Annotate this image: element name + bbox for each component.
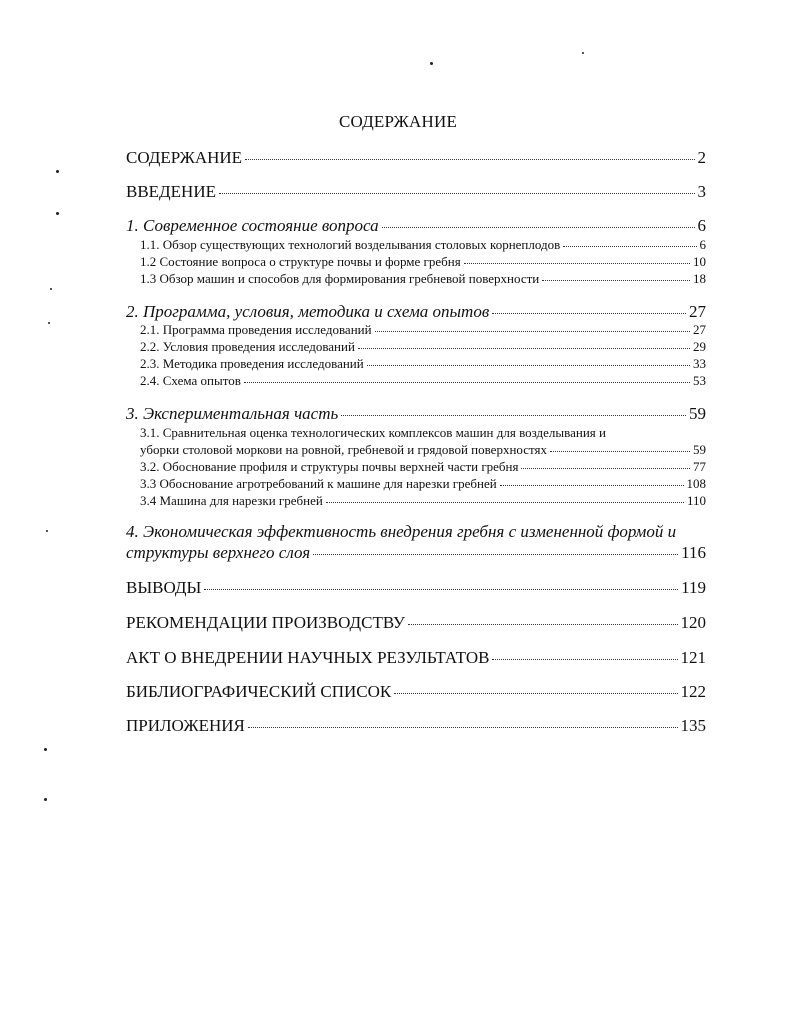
toc-label: 3.2. Обоснование профиля и структуры почвы верхней части гребня — [140, 459, 519, 474]
dot-leader — [313, 554, 678, 555]
dot-leader — [367, 365, 690, 366]
toc-label: 2.4. Схема опытов — [140, 373, 241, 388]
toc-page-number: 119 — [681, 578, 706, 597]
toc-page-number: 18 — [693, 271, 706, 286]
toc-entry-section-2-3[interactable] — [140, 356, 706, 372]
dot-leader — [244, 382, 690, 383]
dot-leader — [219, 193, 695, 194]
page-title: СОДЕРЖАНИЕ — [338, 112, 458, 131]
toc-label: 1.1. Обзор существующих технологий возделывания столовых корнеплодов — [140, 237, 561, 252]
scan-speck — [48, 322, 50, 324]
toc-label: структуры верхнего слоя — [126, 543, 311, 562]
toc-entry-section-3-3[interactable] — [140, 476, 706, 492]
toc-page-number: 135 — [680, 716, 706, 735]
toc-entry-rekomendacii[interactable] — [126, 613, 706, 633]
toc-label: 3.4 Машина для нарезки гребней — [140, 493, 323, 508]
toc-page-number: 6 — [697, 216, 706, 235]
toc-page-number: 120 — [680, 613, 706, 632]
dot-leader — [248, 727, 678, 728]
toc-label: АКТ О ВНЕДРЕНИИ НАУЧНЫХ РЕЗУЛЬТАТОВ — [126, 648, 490, 667]
toc-page-number: 116 — [681, 543, 706, 562]
dot-leader — [394, 693, 677, 694]
toc-label: СОДЕРЖАНИЕ — [126, 148, 243, 167]
toc-label: 2. Программа, условия, методика и схема опытов — [126, 302, 490, 321]
toc-label: ПРИЛОЖЕНИЯ — [126, 716, 245, 735]
toc-label: 1.3 Обзор машин и способов для формирования гребневой поверхности — [140, 271, 540, 286]
toc-page-number: 6 — [699, 237, 706, 252]
dot-leader — [382, 227, 695, 228]
dot-leader — [550, 451, 690, 452]
toc-page-number: 3 — [697, 182, 706, 201]
toc-label: уборки столовой моркови на ровной, гребневой и грядовой поверхностях — [140, 442, 547, 457]
toc-page-number: 59 — [689, 404, 706, 423]
dot-leader — [375, 331, 690, 332]
toc-page-number: 121 — [680, 648, 706, 667]
toc-label: ВВЕДЕНИЕ — [126, 182, 216, 201]
scan-speck — [56, 170, 59, 173]
toc-entry-akt[interactable] — [126, 648, 706, 668]
toc-entry-chapter-4-line1[interactable]: 4. Экономическая эффективность внедрения гребня с измененной формой и — [126, 522, 677, 541]
toc-entry-section-2-2[interactable] — [140, 339, 706, 355]
scan-speck — [50, 288, 52, 290]
toc-label: ВЫВОДЫ — [126, 578, 202, 597]
toc-entry-prilozheniya[interactable] — [126, 716, 706, 736]
toc-label: 2.2. Условия проведения исследований — [140, 339, 355, 354]
toc-entry-chapter-1[interactable] — [126, 216, 706, 236]
toc-entry-chapter-3[interactable] — [126, 404, 706, 424]
toc-entry-section-1-1[interactable] — [140, 237, 706, 253]
toc-label: 3.3 Обоснование агротребований к машине для нарезки гребней — [140, 476, 497, 491]
toc-page-number: 108 — [686, 476, 706, 491]
toc-page-number: 110 — [686, 493, 706, 508]
toc-entry-chapter-2[interactable] — [126, 302, 706, 322]
toc-page-number: 59 — [693, 442, 706, 457]
toc-page-number: 53 — [693, 373, 706, 388]
toc-label: 1.2 Состояние вопроса о структуре почвы и форме гребня — [140, 254, 461, 269]
toc-page-number: 27 — [689, 302, 706, 321]
toc-page-number: 33 — [693, 356, 706, 371]
toc-label: 2.1. Программа проведения исследований — [140, 322, 372, 337]
toc-entry-chapter-4[interactable] — [126, 543, 706, 563]
toc-entry-section-3-1[interactable] — [140, 442, 706, 458]
toc-label: 1. Современное состояние вопроса — [126, 216, 379, 235]
toc-entry-vvedenie[interactable] — [126, 182, 706, 202]
scan-speck — [44, 798, 47, 801]
toc-page-number: 2 — [697, 148, 706, 167]
dot-leader — [492, 313, 686, 314]
toc-page-number: 122 — [680, 682, 706, 701]
toc-entry-section-3-2[interactable] — [140, 459, 706, 475]
dot-leader — [542, 280, 690, 281]
scan-speck — [46, 530, 48, 532]
scan-speck — [56, 212, 59, 215]
toc-label: 2.3. Методика проведения исследований — [140, 356, 364, 371]
scan-speck — [430, 62, 433, 65]
dot-leader — [563, 246, 696, 247]
toc-page-number: 77 — [693, 459, 706, 474]
toc-label: БИБЛИОГРАФИЧЕСКИЙ СПИСОК — [126, 682, 392, 701]
toc-page-number: 29 — [693, 339, 706, 354]
toc-entry-section-2-4[interactable] — [140, 373, 706, 389]
dot-leader — [500, 485, 684, 486]
dot-leader — [341, 415, 686, 416]
toc-entry-section-1-2[interactable] — [140, 254, 706, 270]
dot-leader — [521, 468, 690, 469]
toc-label: 3. Экспериментальная часть — [126, 404, 339, 423]
toc-entry-biblio[interactable] — [126, 682, 706, 702]
dot-leader — [464, 263, 690, 264]
dot-leader — [492, 659, 677, 660]
dot-leader — [408, 624, 678, 625]
toc-page-number: 27 — [693, 322, 706, 337]
toc-page-number: 10 — [693, 254, 706, 269]
toc-entry-section-3-1-line1[interactable]: 3.1. Сравнительная оценка технологических комплексов машин для возделывания и — [140, 425, 606, 440]
dot-leader — [326, 502, 684, 503]
toc-label: РЕКОМЕНДАЦИИ ПРОИЗВОДСТВУ — [126, 613, 405, 632]
toc-entry-section-3-4[interactable] — [140, 493, 706, 509]
toc-entry-section-2-1[interactable] — [140, 322, 706, 338]
toc-entry-soderzhanie[interactable] — [126, 148, 706, 168]
toc-entry-vyvody[interactable] — [126, 578, 706, 598]
dot-leader — [358, 348, 690, 349]
scan-speck — [44, 748, 47, 751]
dot-leader — [245, 159, 694, 160]
dot-leader — [204, 589, 678, 590]
toc-entry-section-1-3[interactable] — [140, 271, 706, 287]
scan-speck — [582, 52, 584, 54]
